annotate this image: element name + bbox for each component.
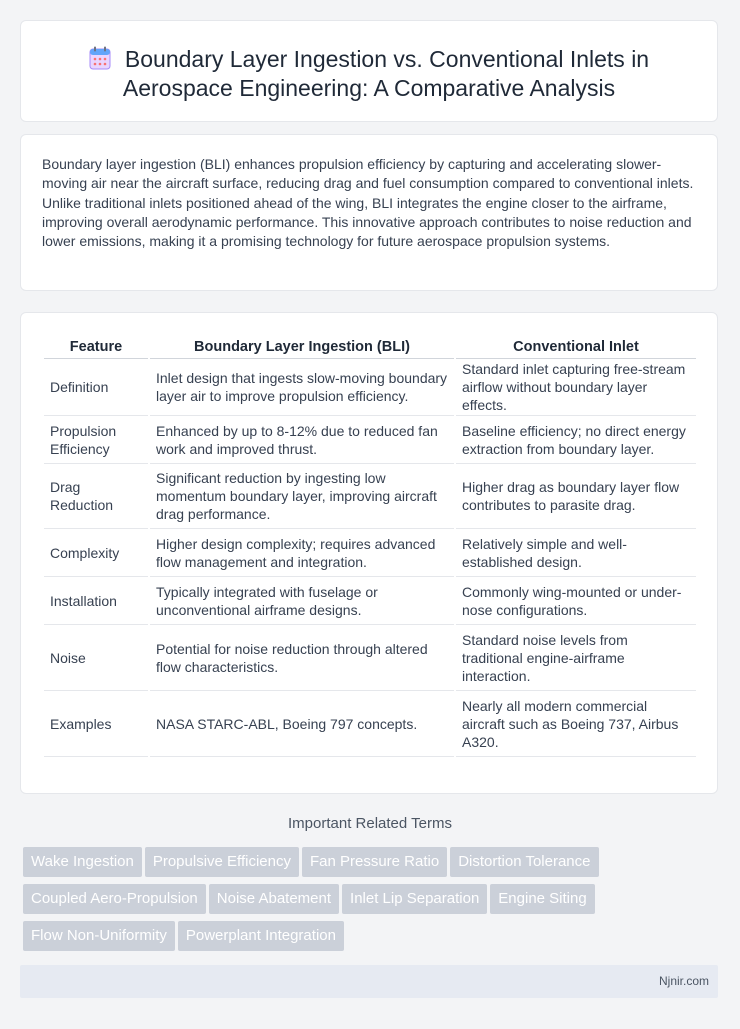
comparison-table-card [20,312,718,794]
header-feature: Feature [44,333,148,359]
table-row [44,359,696,416]
page-title [21,45,717,103]
table-row [44,529,696,577]
table-row [44,464,696,529]
row-feature: Definition [44,359,148,416]
related-term-tag[interactable]: Wake Ingestion [23,847,142,877]
row-conventional: Baseline efficiency; no direct energy extraction from boundary layer. [456,416,696,464]
row-conventional: Standard inlet capturing free-stream airflow without boundary layer effects. [456,359,696,416]
row-conventional: Standard noise levels from traditional engine-airframe interaction. [456,625,696,691]
related-term-tag[interactable]: Propulsive Efficiency [145,847,299,877]
related-term-tag[interactable]: Distortion Tolerance [450,847,598,877]
row-bli: NASA STARC-ABL, Boeing 797 concepts. [150,691,454,757]
row-conventional: Relatively simple and well-established design. [456,529,696,577]
row-feature: Installation [44,577,148,625]
footer [20,965,718,998]
calendar-icon [89,46,111,70]
related-terms-title: Important Related Terms [288,815,452,832]
related-terms-list [23,847,723,958]
related-term-tag[interactable]: Coupled Aero-Propulsion [23,884,206,914]
related-term-tag[interactable]: Fan Pressure Ratio [302,847,447,877]
row-feature: Drag Reduction [44,464,148,529]
title-line-1: Boundary Layer Ingestion vs. Conventional Inlets in [124,46,650,72]
intro-card [20,134,718,291]
footer-site[interactable]: Njnir.com [658,974,709,988]
related-term-tag[interactable]: Powerplant Integration [178,921,344,951]
row-feature: Noise [44,625,148,691]
related-term-tag[interactable]: Noise Abatement [209,884,339,914]
row-conventional: Higher drag as boundary layer flow contributes to parasite drag. [456,464,696,529]
table-header-row [44,333,696,359]
row-feature: Examples [44,691,148,757]
related-term-tag[interactable]: Flow Non-Uniformity [23,921,175,951]
row-conventional: Nearly all modern commercial aircraft such as Boeing 737, Airbus A320. [456,691,696,757]
header-conventional: Conventional Inlet [456,333,696,359]
row-feature: Propulsion Efficiency [44,416,148,464]
header-bli: Boundary Layer Ingestion (BLI) [150,333,454,359]
table-row [44,691,696,757]
row-bli: Enhanced by up to 8-12% due to reduced fan work and improved thrust. [150,416,454,464]
row-bli: Potential for noise reduction through altered flow characteristics. [150,625,454,691]
row-bli: Inlet design that ingests slow-moving boundary layer air to improve propulsion efficiency. [150,359,454,416]
row-bli: Typically integrated with fuselage or unconventional airframe designs. [150,577,454,625]
related-term-tag[interactable]: Engine Siting [490,884,594,914]
title-card [20,20,718,122]
table-row [44,577,696,625]
comparison-table [42,333,698,757]
row-conventional: Commonly wing-mounted or under-nose configurations. [456,577,696,625]
row-bli: Higher design complexity; requires advanced flow management and integration. [150,529,454,577]
intro-paragraph: Boundary layer ingestion (BLI) enhances propulsion efficiency by capturing and accelerating slower-moving air near the aircraft surface, reducing drag and fuel consumption compared to conventional inlets. Unlike traditional inlets positioned ahead of the wing, BLI integrates the engine closer to the airframe, improving overall aerodynamic performance. This innovative approach contributes to noise reduction and lower emissions, making it a promising technology for future aerospace propulsion systems. [42,156,694,250]
table-row [44,416,696,464]
table-row [44,625,696,691]
title-line-2: Aerospace Engineering: A Comparative Analysis [122,75,616,101]
related-term-tag[interactable]: Inlet Lip Separation [342,884,487,914]
row-bli: Significant reduction by ingesting low momentum boundary layer, improving aircraft drag performance. [150,464,454,529]
row-feature: Complexity [44,529,148,577]
